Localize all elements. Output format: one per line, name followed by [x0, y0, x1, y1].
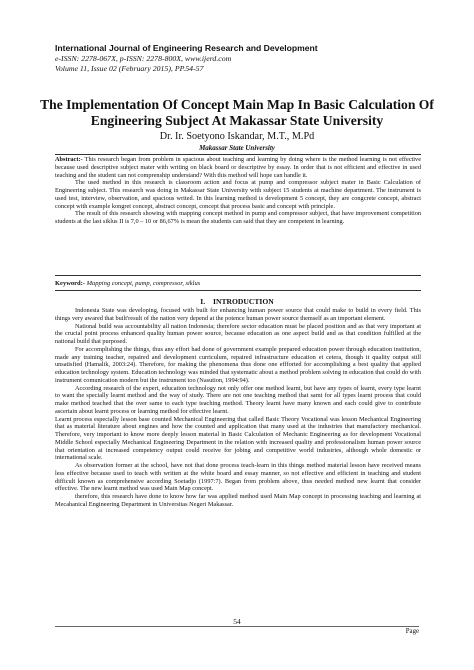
body-paragraph-1: Indonesia State was developing, focused with built for enhancing human power source that could make to build in every field. This things very awared that built'result of the nation very depend at the potence human power source themself as an important element. — [55, 307, 421, 322]
body-paragraph-6: As observation former at the school, have not that done process teach-learn in this things method material lesson have received means less effective because used to teach with written at the white board and essay manner, so not effective and efficient in teaching and student difficult known as comprehensive according Soetadjo (1997:7). Began from problem above, thus needed method new learnt that consider effective. The new learnt method was used Main Map concept. — [55, 462, 421, 493]
section-heading — [0, 297, 474, 306]
journal-name: International Journal of Engineering Research and Development — [55, 43, 318, 53]
keywords-line — [55, 280, 421, 288]
abstract-paragraph-1: This research began from problem in spacious about teaching and learning by doing where is the method learning is not effective because used descriptive subject mater with writing on black board or descriptive by essay. In order that is not efficient and effective in used teaching and the student can not comprenship understand? With this method will hope can handle it. — [55, 156, 421, 179]
paper-author: Dr. Ir. Soetyono Iskandar, M.T., M.Pd — [159, 131, 315, 142]
journal-issn: e-ISSN: 2278-067X, p-ISSN: 2278-800X, www.ijerd.com — [55, 54, 232, 63]
abstract-label: Abstract:- — [55, 156, 83, 163]
abstract-paragraph-2: The used method in this research is classroom action and focus at pump and compressor subject mater in Basic Calculation of Engineering subject. This research was doing in Makassar State University with subject 15 students at machine department. The instrument is used test, interview, observation, and spacious writed. In this learning method is development 5 concept, they are congcrete concept, abstract concept with example kongret concept, abstract concept, concept that process basic and concept with principle. — [55, 179, 421, 210]
body-paragraph-3: For accomplishing the things, thus any effort had done of government example prepared education power through education institution, made any training teacher, repaired and development curriculum, repaired infrastructure education et cetera, though it quality output still unsatisfied (Hamalik, 2003:24). Therefore, for making the phenomena thus done one effforted for accomplishing a best quality that applied education technology system. Education technology was minded that systematic about a method problem solving in education that could do with instrument comunication modern but the instrument too (Nasution, 1994:94). — [55, 345, 421, 384]
section-number: I. — [200, 297, 206, 306]
body-paragraph-4: According research of the expert, education technology not only offer one method learnt, but have any types of learnt, every type learnt to want the specially learnt method and the way of study. There are not one teaching method that samt for all types learnt process that could make method teached that the over same to each type teaching method. Theory learnt have many known and each could give to contribute ascertain about learnt process or learning method for effective learnt. — [55, 384, 421, 415]
page-number: 54 — [233, 617, 241, 626]
abstract-top-rule — [55, 154, 421, 155]
journal-header — [55, 43, 435, 74]
keywords-text: Mapping concept, pump, compressor, siklus — [84, 280, 201, 287]
author-affiliation: Makassar State University — [199, 144, 275, 152]
body-text — [55, 307, 421, 509]
body-paragraph-2: National build was accountability all nation Indonesia; therefore sector education must be placed position and as that very important at the crucial point process enhanced quality human power source, because education as one aspect build and as that condition fulfilled at the national build that purposed. — [55, 322, 421, 345]
footer-rule — [55, 626, 419, 627]
body-paragraph-7: therefore, this research have done to know how far was applied method used Main Map concept in processing teaching and learning at Mecahanical Engineering Department in Universitas Negeri Makassar. — [55, 493, 421, 508]
section-title: INTRODUCTION — [213, 297, 274, 306]
body-paragraph-5: Learnt process especially lesson base counted Mechanical Engineering that called Basic Theory Vocational was lesson Mechanical Engineering that as material literature about engines and how the counted and application that many used at the industries that manufactory mechanical. Therefore, very important to know more deeply lesson material in Basic Calculation of Mechanic Engineering as for development Vocational Middle School especially Mechanical Engineering Department in the relation with increased quality and professionalism human power source that orientation at increased competency output could receive for jobing and competitive world industries, although whole domestic or international scale. — [55, 415, 421, 462]
journal-volume: Volume 11, Issue 02 (February 2015), PP.54-57 — [55, 64, 204, 73]
footer-label: Page — [405, 628, 419, 635]
abstract-paragraph-3: The result of this research showing with mapping concept method in pump and compressor subject, that have improvement competition students at the last siklus II is 7,0 – 10 or 86,67% is mean the students can said that they are competent in learning. — [55, 210, 421, 225]
abstract-block — [55, 156, 421, 226]
abstract-bottom-rule — [55, 275, 421, 276]
paper-title: The Implementation Of Concept Main Map In Basic Calculation Of Engineering Subject At Makassar State University — [40, 97, 434, 128]
keywords-bottom-rule — [55, 290, 421, 291]
keywords-label: Keyword:- — [55, 280, 85, 287]
